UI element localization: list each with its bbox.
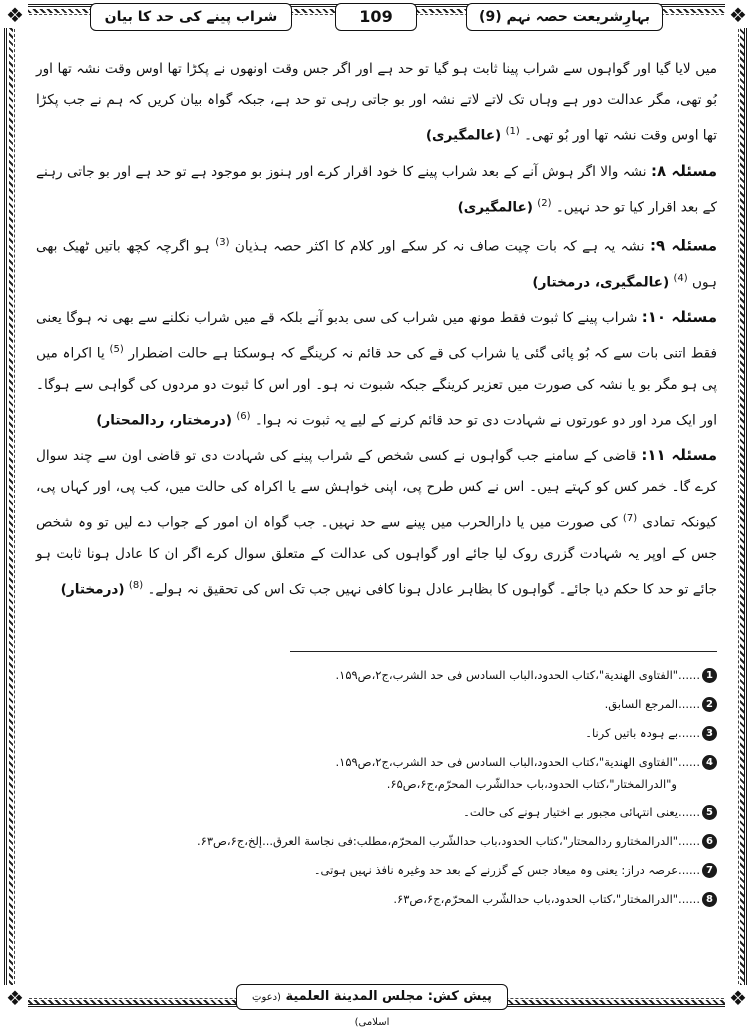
book-title: بہارِشریعت حصہ نہم (9) [466,3,663,31]
main-text [36,54,717,609]
corner-ornament-icon: ❖ [725,2,751,28]
footnote-number-badge: 8 [702,892,717,907]
footnotes [40,665,717,918]
page-header [90,3,663,31]
corner-ornament-icon: ❖ [2,2,28,28]
masla-label: مسئلہ ۱۰: [641,308,717,327]
footnote-ref: (4) [673,272,688,284]
footnote-item: 3 ......بے ہودہ باتیں کرنا۔ [40,723,717,743]
source-reference: (عالمگیری، درمختار) [532,274,670,291]
footnote-number-badge: 7 [702,863,717,878]
footnote-item: 6 ......"الدرالمختارو ردالمحتار"،کتاب الحدود،باب حدالشّرب المحرّم،مطلب:فی نجاسة العرق...إلخ،ج۶،ص۶۳. [40,831,717,851]
masla-11: مسئلہ ۱۱: قاضی کے سامنے جب گواہوں نے کسی شخص کے شراب پینے کی شہادت دی تو قاضی اون سے چند سوال کرے گا۔ خمر کس کو کہتے ہیں۔ اس نے کس طرح پی، اپنی خواہش سے یا اکراہ کی حالت میں، کب پی، اور کہاں پی، کیونکہ تمادی $^{(7)}$ کی صورت میں یا دارالحرب میں پینے سے حد نہیں۔ جب گواہ ان امور کے جواب دے لیں تو وہ شخص جس کے اوپر یہ شہادت گزری روک لیا جائے اور گواہوں کی عدالت کے متعلق سوال کرے اگر ان کا عادل ہونا ثابت ہو جائے تو حد کا حکم دیا جائے۔ گواہوں کا بظاہر عادل ہونا کافی نہیں جب تک اس کی تحقیق نہ ہولے۔ $^{(8)}$ (درمختار) [36,446,718,598]
publisher-suffix: (دعوتِ اسلامی) [252,992,390,1028]
source-reference: (عالمگیری) [457,199,533,216]
source-reference: (عالمگیری) [425,127,502,144]
footnote-item: 2 ......المرجع السابق. [40,694,717,714]
footnote-number-badge: 2 [702,697,717,712]
footnote-divider [290,651,717,652]
footnote-ref: (7) [622,513,638,525]
footnote-item: 1 ......"الفتاوی الهندیة"،کتاب الحدود،الباب السادس فی حد الشرب،ج۲،ص۱۵۹. [40,665,717,685]
footnote-ref: (3) [215,237,230,249]
corner-ornament-icon: ❖ [725,985,751,1011]
footnote-number-badge: 4 [702,755,717,770]
paragraph: میں لایا گیا اور گواہوں سے شراب پینا ثابت ہو گیا تو حد ہے اور اگر جس وقت اونھوں نے پکڑا تھا اوس وقت نشہ تھا اور بُو تھی، مگر عدالت دور ہے وہاں تک لاتے لاتے نشہ اور بو جاتی رہی تو حد ہے، جبکہ گواہ بیان کریں کہ ہم نے جب پکڑا تھا اوس وقت نشہ تھا اور بُو تھی۔ $^{(1)}$ (عالمگیری) [36,61,717,144]
footnote-item: 5 ......یعنی انتہائی مجبور بے اختیار ہونے کی حالت۔ [40,802,717,822]
masla-10: مسئلہ ۱۰: شراب پینے کا ثبوت فقط مونھ میں شراب کی سی بدبو آنے بلکہ قے میں شراب نکلنے سے بھی نہ ہوگا یعنی فقط اتنی بات سے کہ بُو پائی گئی یا شراب کی قے کی حد قائم نہ کرینگے کہ ہوسکتا ہے حالت اضطرار $^{(5)}$ یا اکراہ میں پی ہو مگر بو یا نشہ کی صورت میں تعزیر کرینگے جبکہ شبوت نہ ہو۔ اور اس کا ثبوت دو مردوں کی گواہی سے ہوگا۔ اور ایک مرد اور دو عورتوں نے شہادت دی تو حد قائم کرنے کے لیے یہ ثبوت نہ ہوا۔ $^{(6)}$ (درمختار، ردالمحتار) [36,308,717,429]
footnote-ref: (1) [505,126,520,137]
publisher-name: مجلس المدینة العلمیة [285,989,424,1004]
source-reference: (درمختار، ردالمحتار) [96,412,232,429]
footnote-item: 8 ......"الدرالمختار"،کتاب الحدود،باب حدالشّرب المحرّم،ج۶،ص۶۳. [40,889,717,909]
publisher-footer [236,984,508,1028]
footnote-ref: (8) [128,579,144,591]
masla-9: مسئلہ ۹: نشہ یہ ہے کہ بات چیت صاف نہ کر سکے اور کلام کا اکثر حصہ ہذیان $^{(3)}$ ہو اگرچہ کچھ باتیں ٹھیک بھی ہوں $^{(4)}$ (عالمگیری، درمختار) [36,236,718,291]
masla-label: مسئلہ ۹: [649,236,718,255]
footnote-ref: (5) [109,344,124,356]
page-number: 109 [335,3,417,31]
footnote-ref: (6) [236,410,251,422]
footnote-item: 4 ......"الفتاوی الهندیة"،کتاب الحدود،الباب السادس فی حد الشرب،ج۲،ص۱۵۹. [40,752,717,772]
corner-ornament-icon: ❖ [2,985,28,1011]
footnote-item: 7 ......عرصہ دراز: یعنی وہ میعاد جس کے گزرنے کے بعد حد وغیرہ نافذ نہیں ہوتی۔ [40,860,717,880]
footnote-continuation: و"الدرالمختار"،کتاب الحدود،باب حدالشّرب المحرّم،ج۶،ص۶۵. [386,777,677,791]
footnote-number-badge: 1 [702,668,717,683]
footnote-ref: (2) [537,197,552,209]
masla-8: مسئلہ ۸: نشہ والا اگر ہوش آنے کے بعد شراب پینے کا خود اقرار کرے اور ہنوز بو موجود ہے تو حد ہے اور بو جاتی رہنے کے بعد اقرار کیا تو حد نہیں۔ $^{(2)}$ (عالمگیری) [36,161,717,216]
source-reference: (درمختار) [60,581,125,598]
publisher-prefix: پیش کش: [427,989,492,1004]
masla-label: مسئلہ ۱۱: [641,446,718,465]
chapter-title: شراب پینے کی حد کا بیان [90,3,292,31]
masla-label: مسئلہ ۸: [650,161,717,180]
footnote-number-badge: 6 [702,834,717,849]
footnote-number-badge: 5 [702,805,717,820]
footnote-number-badge: 3 [702,726,717,741]
